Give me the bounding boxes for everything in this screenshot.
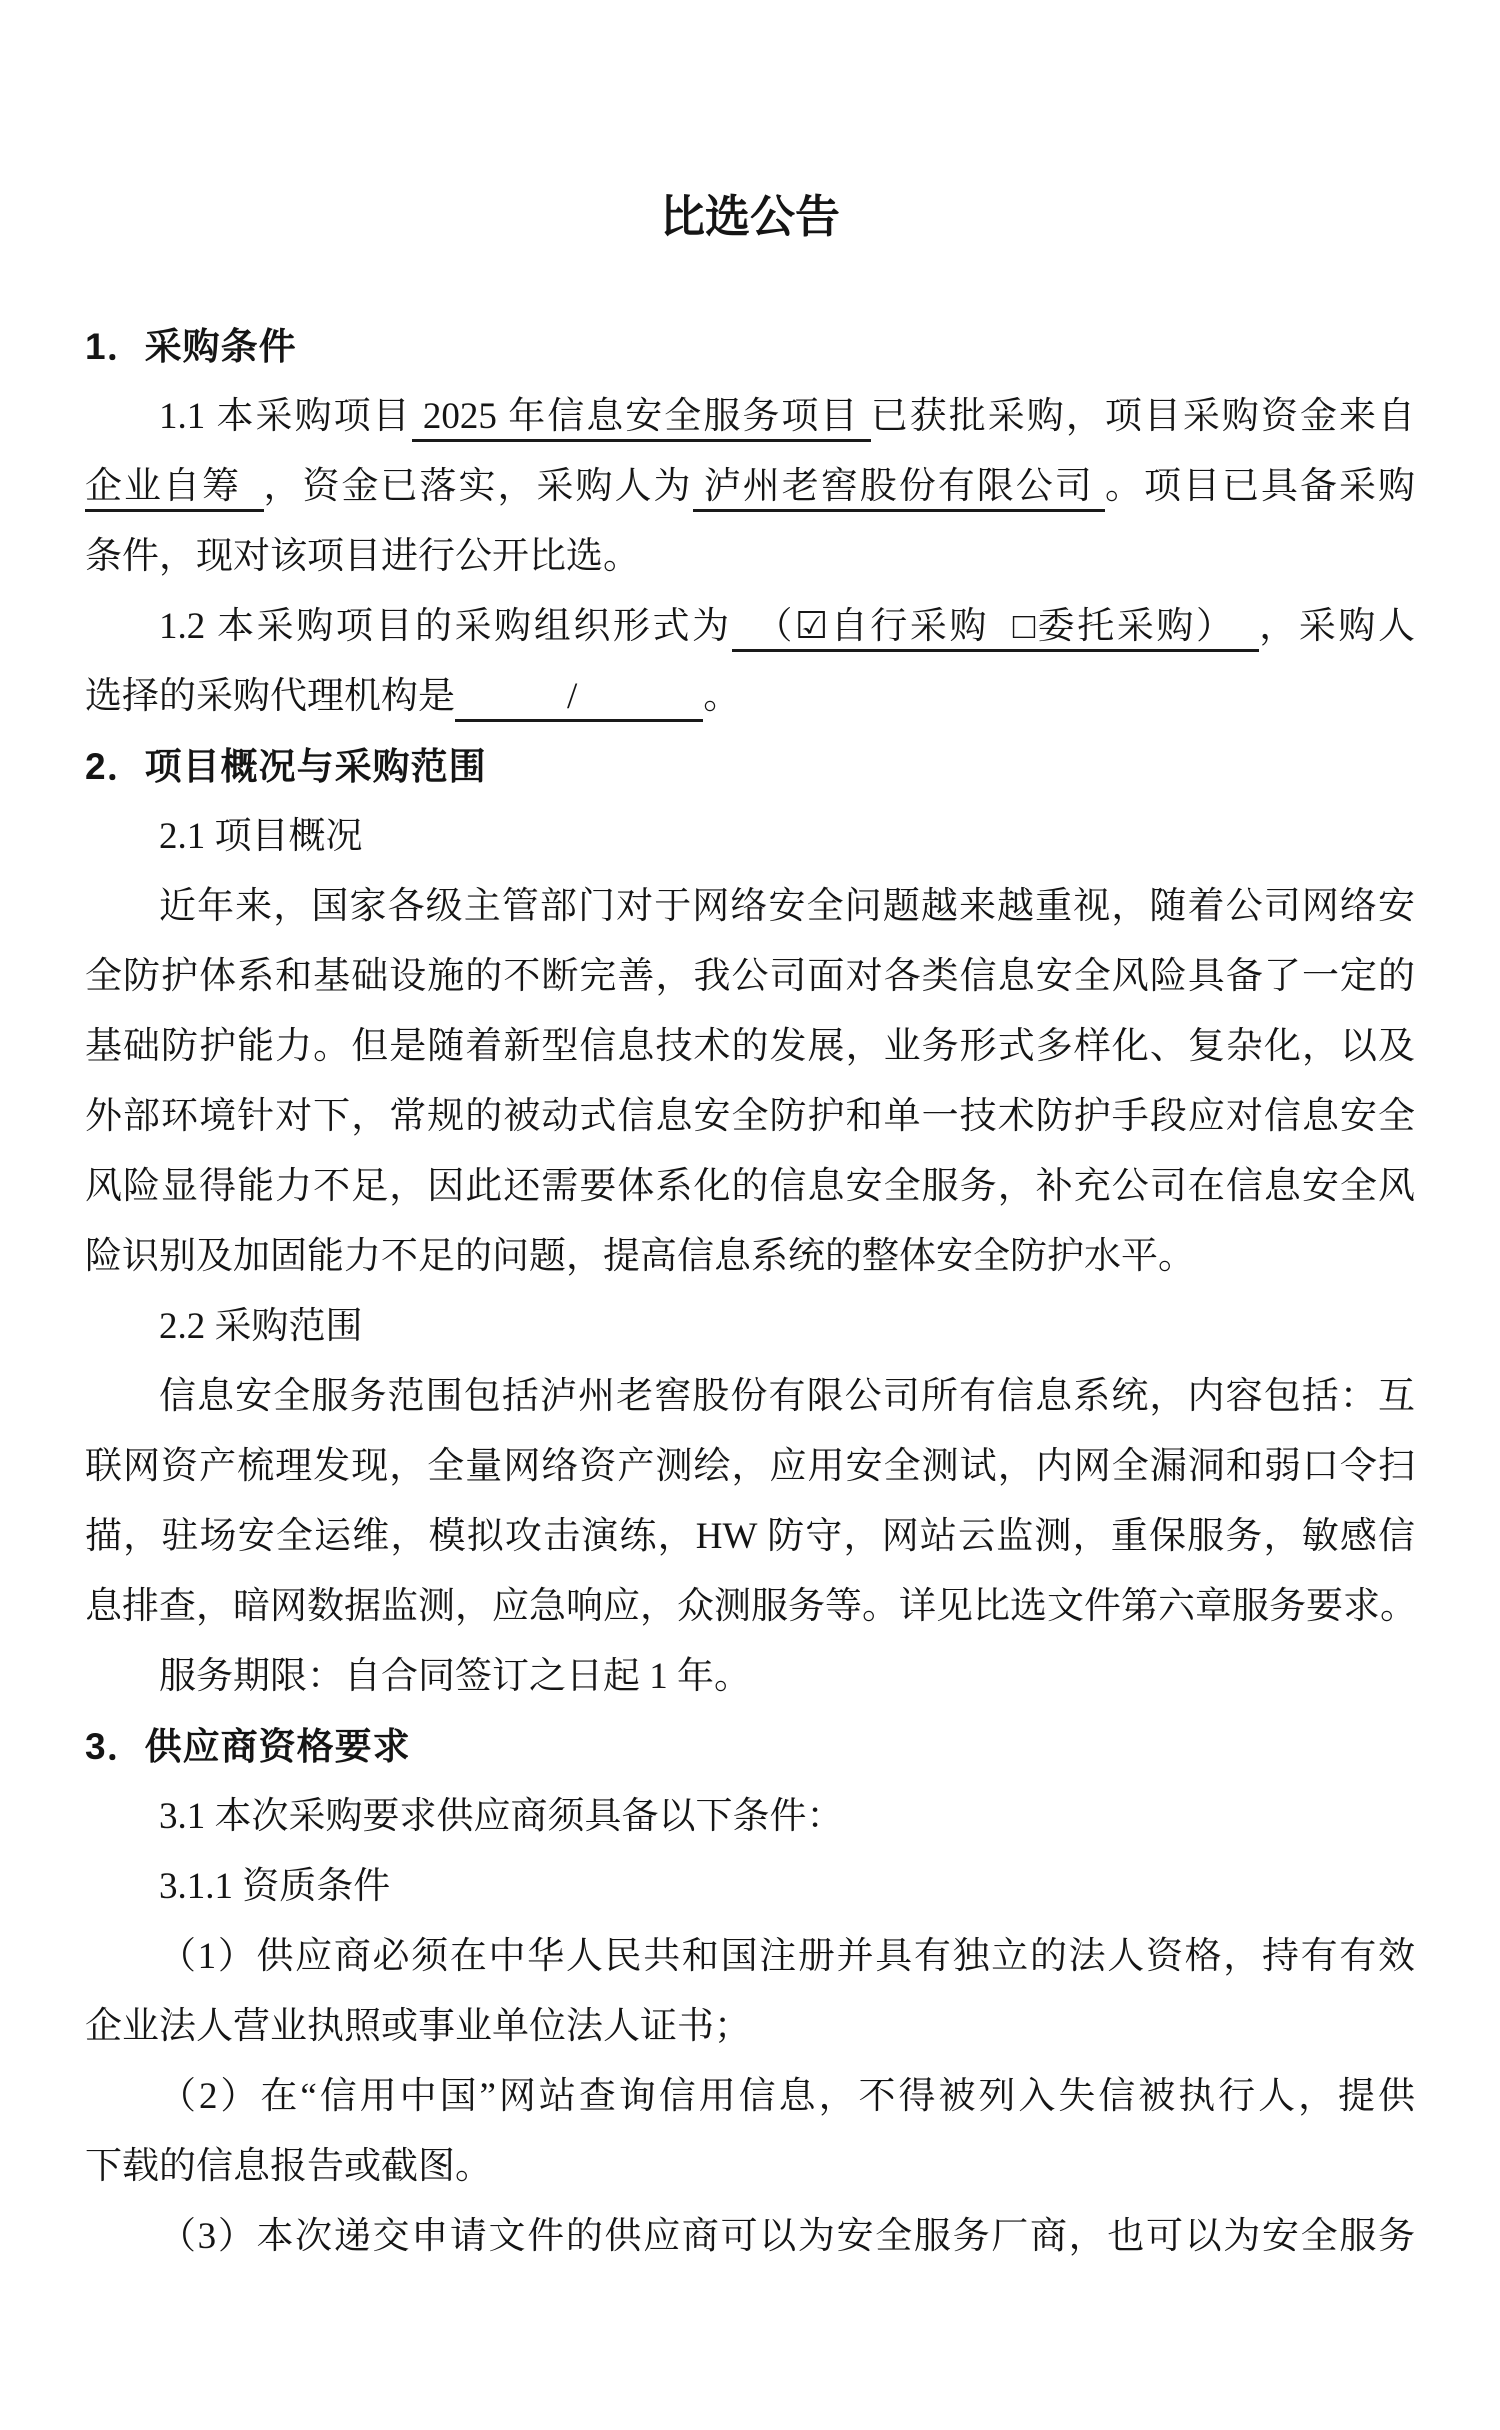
agency-blank-field bbox=[455, 676, 703, 722]
para-2-1-line-6: 险识别及加固能力不足的问题，提高信息系统的整体安全防护水平。 bbox=[85, 1236, 1195, 1277]
section-project-overview bbox=[85, 732, 1415, 1712]
para-2-1-line-5: 风险显得能力不足，因此还需要体系化的信息安全服务，补充公司在信息安全风 bbox=[85, 1166, 1415, 1207]
para-2-2-line-1: 信息安全服务范围包括泸州老窖股份有限公司所有信息系统，内容包括：互 bbox=[159, 1376, 1415, 1417]
heading-project-overview: 2．项目概况与采购范围 bbox=[85, 746, 487, 787]
para-1-2-line-2 bbox=[85, 662, 1415, 732]
option-delegated-procurement: 委托采购） bbox=[1037, 606, 1260, 647]
project-name-field: 2025 年信息安全服务项目 bbox=[412, 396, 871, 442]
para-1-2-text: ，采购人 bbox=[1259, 606, 1416, 647]
section-procurement-conditions bbox=[85, 312, 1415, 732]
subheading-3-1-1: 3.1.1 资质条件 bbox=[159, 1866, 391, 1907]
para-1-2-text: 选择的采购代理机构是 bbox=[85, 676, 455, 717]
service-term-line: 服务期限：自合同签订之日起 1 年。 bbox=[159, 1656, 751, 1697]
para-1-1-text: 1.1 本采购项目 bbox=[159, 396, 412, 437]
para-1-1-text: ，资金已落实，采购人为 bbox=[263, 466, 693, 507]
heading-procurement-conditions: 1．采购条件 bbox=[85, 326, 297, 367]
blank-underline-segment bbox=[577, 706, 703, 708]
form-gap bbox=[989, 606, 1013, 647]
subheading-3-1: 3.1 本次采购要求供应商须具备以下条件： bbox=[159, 1796, 844, 1837]
option-self-procurement: 自行采购 bbox=[828, 606, 990, 647]
purchaser-name-field: 泸州老窖股份有限公司 bbox=[693, 466, 1106, 512]
para-1-1-text: 。项目已具备采购 bbox=[1105, 466, 1415, 507]
para-2-2-line-2: 联网资产梳理发现，全量网络资产测绘，应用安全测试，内网全漏洞和弱口令扫 bbox=[85, 1446, 1415, 1487]
para-2-2-line-4: 息排查，暗网数据监测，应急响应，众测服务等。详见比选文件第六章服务要求。 bbox=[85, 1586, 1417, 1627]
item-2-line-2: 下载的信息报告或截图。 bbox=[85, 2146, 492, 2187]
para-1-1-line-3: 条件，现对该项目进行公开比选。 bbox=[85, 536, 640, 577]
organization-form-field bbox=[732, 606, 1260, 652]
checkbox-checked-icon: ☑ bbox=[794, 606, 829, 647]
para-2-2-line-3: 描，驻场安全运维，模拟攻击演练，HW 防守，网站云监测，重保服务，敏感信 bbox=[85, 1516, 1415, 1557]
item-2-line-1: （2）在“信用中国”网站查询信用信息，不得被列入失信被执行人，提供 bbox=[159, 2076, 1415, 2117]
section-supplier-qualifications bbox=[85, 1712, 1415, 2272]
blank-underline-segment bbox=[455, 706, 567, 708]
para-1-1-text: 已获批采购，项目采购资金来自 bbox=[870, 396, 1416, 437]
document-title: 比选公告 bbox=[659, 192, 840, 242]
fund-source-field: 企业自筹 bbox=[85, 466, 264, 512]
item-1-line-1: （1）供应商必须在中华人民共和国注册并具有独立的法人资格，持有有效 bbox=[159, 1936, 1415, 1977]
item-1-line-2: 企业法人营业执照或事业单位法人证书； bbox=[85, 2006, 751, 2047]
para-2-1-line-4: 外部环境针对下，常规的被动式信息安全防护和单一技术防护手段应对信息安全 bbox=[85, 1096, 1415, 1137]
item-3-line-1: （3）本次递交申请文件的供应商可以为安全服务厂商，也可以为安全服务 bbox=[159, 2216, 1415, 2257]
para-1-1-line-1 bbox=[85, 382, 1415, 452]
para-2-1-line-1: 近年来，国家各级主管部门对于网络安全问题越来越重视，随着公司网络安 bbox=[159, 886, 1415, 927]
subheading-2-2: 2.2 采购范围 bbox=[159, 1306, 363, 1347]
para-1-2-line-1 bbox=[85, 592, 1415, 662]
subheading-2-1: 2.1 项目概况 bbox=[159, 816, 363, 857]
para-1-1-line-2 bbox=[85, 452, 1415, 522]
para-2-1-line-3: 基础防护能力。但是随着新型信息技术的发展，业务形式多样化、复杂化，以及 bbox=[85, 1026, 1415, 1067]
agency-slash: / bbox=[567, 676, 578, 717]
para-2-1-line-2: 全防护体系和基础设施的不断完善，我公司面对各类信息安全风险具备了一定的 bbox=[85, 956, 1415, 997]
para-1-2-text: 。 bbox=[703, 676, 741, 717]
heading-supplier-qualifications: 3．供应商资格要求 bbox=[85, 1726, 411, 1767]
para-1-2-text: 1.2 本采购项目的采购组织形式为 bbox=[159, 606, 732, 647]
checkbox-unchecked-icon: □ bbox=[1012, 606, 1038, 647]
form-open-paren: （ bbox=[731, 606, 795, 647]
